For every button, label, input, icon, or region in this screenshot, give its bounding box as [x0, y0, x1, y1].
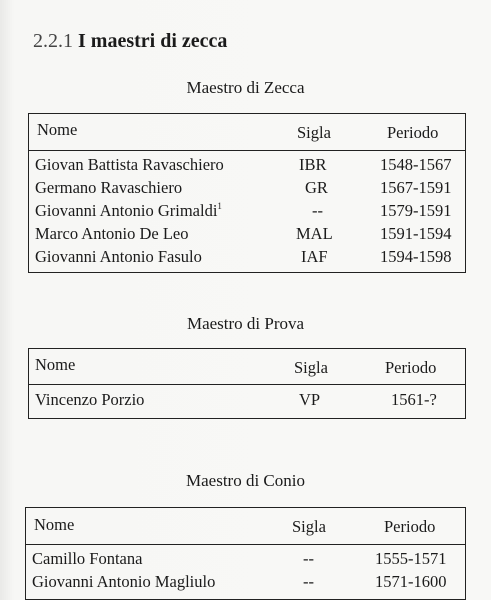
cell-sigla: VP	[299, 390, 321, 409]
table-row	[29, 177, 465, 199]
cell-sigla: IBR	[299, 155, 327, 174]
cell-sigla: IAF	[301, 247, 328, 266]
cell-periodo: 1594-1598	[380, 247, 452, 266]
cell-sigla: --	[303, 549, 314, 568]
header-periodo: Periodo	[385, 358, 437, 377]
table-caption-conio: Maestro di Conio	[186, 471, 305, 490]
cell-nome	[35, 200, 222, 222]
table-caption-zecca: Maestro di Zecca	[186, 78, 305, 97]
cell-sigla: GR	[305, 178, 328, 197]
cell-nome-text: Giovanni Antonio Grimaldi	[35, 201, 218, 220]
cell-nome: Vincenzo Porzio	[35, 390, 145, 409]
table-header	[29, 114, 465, 151]
cell-periodo: 1591-1594	[380, 224, 452, 243]
table-row	[29, 200, 465, 222]
cell-sigla: --	[303, 572, 314, 591]
header-sigla: Sigla	[292, 517, 326, 536]
header-periodo: Periodo	[387, 123, 439, 142]
header-nome: Nome	[37, 120, 78, 139]
cell-periodo: 1579-1591	[380, 201, 452, 220]
header-sigla: Sigla	[297, 123, 331, 142]
header-nome: Nome	[35, 355, 76, 374]
cell-periodo: 1571-1600	[375, 572, 447, 591]
table-row	[29, 223, 465, 245]
table-row	[26, 548, 465, 570]
table-row	[29, 246, 465, 268]
table-maestro-conio	[25, 507, 466, 600]
section-number: 2.2.1	[33, 30, 73, 52]
table-row	[29, 154, 465, 176]
cell-periodo: 1567-1591	[380, 178, 452, 197]
cell-periodo: 1555-1571	[375, 549, 447, 568]
table-header	[26, 508, 465, 545]
cell-sigla: MAL	[296, 224, 333, 243]
section-heading	[33, 28, 227, 54]
cell-nome: Giovan Battista Ravaschiero	[35, 155, 224, 174]
cell-periodo: 1561-?	[391, 390, 437, 409]
cell-nome: Camillo Fontana	[32, 549, 143, 568]
table-row	[26, 571, 465, 593]
header-nome: Nome	[34, 515, 75, 534]
cell-periodo: 1548-1567	[380, 155, 452, 174]
table-row	[29, 389, 465, 411]
table-caption-prova: Maestro di Prova	[186, 314, 305, 333]
section-title: I maestri di zecca	[78, 30, 228, 52]
cell-nome: Giovanni Antonio Magliulo	[32, 572, 216, 591]
table-header	[29, 349, 465, 385]
header-periodo: Periodo	[384, 517, 436, 536]
footnote-marker: 1	[217, 201, 222, 211]
cell-nome: Marco Antonio De Leo	[35, 224, 189, 243]
table-maestro-zecca	[28, 113, 466, 273]
cell-sigla: --	[312, 201, 323, 220]
cell-nome: Germano Ravaschiero	[35, 178, 183, 197]
header-sigla: Sigla	[294, 358, 328, 377]
table-maestro-prova	[28, 348, 466, 419]
cell-nome: Giovanni Antonio Fasulo	[35, 247, 202, 266]
